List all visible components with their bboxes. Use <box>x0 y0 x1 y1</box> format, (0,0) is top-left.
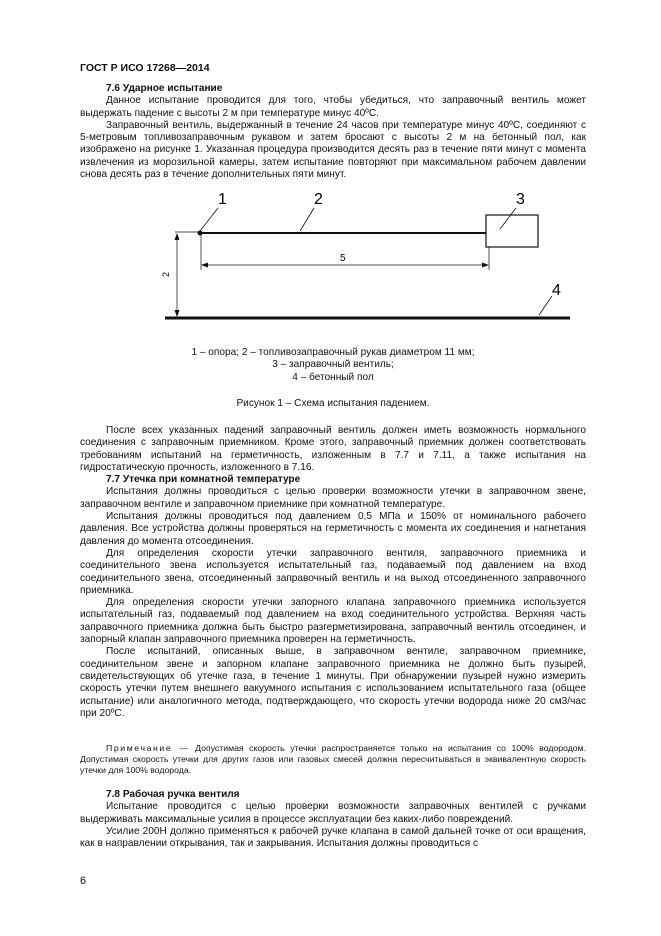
valve-box <box>486 215 538 247</box>
dim-length-label: 5 <box>340 253 346 264</box>
legend-line: 3 – заправочный вентиль; <box>272 359 394 371</box>
section-heading: 7.8 Рабочая ручка вентиля <box>106 789 240 800</box>
paragraph: Испытания должны проводиться под давлением 0,5 МПа и 150% от номинального рабочего давления. Все устройства должны проверяться на герметичность с момента их соединения и нагнетания давления до момента отсоединения. <box>80 511 586 547</box>
drop-test-figure <box>150 188 590 328</box>
section-7-8 <box>80 789 586 850</box>
figure-caption: Рисунок 1 – Схема испытания падением. <box>236 398 430 409</box>
paragraph: Заправочный вентиль, выдержанный в течение 24 часов при температуре минус 40ºС, соединяют с 5-метровым топливозаправочным рукавом и затем бросают с высоты 2 м на бетонный пол, как изображено на рисунке 1. Указанная процедура производится десять раз в течение пяти минут с момента извлечения из морозильной камеры, затем испытание повторяют при максимальном рабочем давлении снова десять раз в течение дополнительных пяти минут. <box>80 119 586 181</box>
label-4: 4 <box>552 282 561 299</box>
paragraph: После всех указанных падений заправочный вентиль должен иметь возможность нормального соединения с заправочным приемником. Кроме этого, заправочный приемник должен соответствовать требованиям испытаний на герметичность, изложенным в 7.7 и 7.11, а также испытания на гидростатическую прочность, изложенного в 7.16. <box>80 425 586 473</box>
paragraph: Испытание проводится с целью проверки возможности заправочных вентилей с ручками выдерживать максимальные усилия в процессе эксплуатации без каких-либо повреждений. <box>80 801 586 825</box>
legend-line: 4 – бетонный пол <box>292 371 374 383</box>
leader-2 <box>300 208 314 231</box>
section-heading: 7.7 Утечка при комнатной температуре <box>106 474 301 486</box>
leader-4 <box>539 296 552 315</box>
document-header: ГОСТ Р ИСО 17268—2014 <box>80 62 210 74</box>
note <box>80 743 586 776</box>
paragraph: Для определения скорости утечки запорного клапана заправочного приемника используется испытательный газ, подаваемый под давлением на вход соединительного устройства. Верхняя часть заправочного приемника должна быть быстро разгерметизирована, заправочный вентиль отсоединен, и запорный клапан заправочного приемника проверен на герметичность. <box>80 597 586 646</box>
leader-1 <box>200 208 218 231</box>
paragraph: Данное испытание проводится для того, чтобы убедиться, что заправочный вентиль может выдержать падение с высоты 2 м при температуре минус 40ºС. <box>80 95 586 119</box>
legend-line: 1 – опора; 2 – топливозаправочный рукав диаметром 11 мм; <box>191 347 475 358</box>
figure-legend <box>80 347 586 384</box>
section-heading: 7.6 Ударное испытание <box>106 83 223 94</box>
section-7-7 <box>80 425 586 720</box>
note-label: Примечание — <box>106 743 190 753</box>
paragraph: Усилие 200Н должно применяться к рабочей ручке клапана в самой дальней точке от оси вращения, как в направлении открывания, так и закрывания. Испытания должны проводиться с <box>80 825 586 850</box>
note-text: Допустимая скорость утечки распространяется только на испытания со 100% водородом. Допустимая скорость утечки для других газов или газовых смесей должна пересчитываться в эквивалентную скорость утечки для 100% водорода. <box>80 743 586 775</box>
leader-3 <box>500 208 516 229</box>
label-1: 1 <box>218 191 227 208</box>
paragraph: Испытания должны проводиться с целью проверки возможности утечки в заправочном звене, заправочном вентиле и заправочном приемнике при комнатной температуре. <box>80 486 586 510</box>
dim-height-label: 2 <box>161 271 171 277</box>
paragraph: Для определения скорости утечки заправочного вентиля, заправочного приемника и соединительного звена используется испытательный газ, подаваемый под давлением на вход соединительного звена, отсоединенный заправочный вентиль и на выход отсоединенного заправочного приемника. <box>80 547 586 596</box>
support-point <box>198 231 203 236</box>
section-7-6 <box>80 83 586 181</box>
paragraph: После испытаний, описанных выше, в заправочном вентиле, заправочном приемнике, соединительном звене и запорном клапане заправочного приемника не должно быть пузырей, свидетельствующих об утечке газа, в течение 1 минуты. При обнаружении пузырей нужно измерить скорость утечки путем внешнего вакуумного испытания с использованием испытательного газа (общее испытание) или аналогичного метода, подтверждающего, что скорость утечки водорода ниже 20 см3/час при 20ºС. <box>80 646 586 719</box>
label-3: 3 <box>516 191 525 208</box>
label-2: 2 <box>314 191 323 208</box>
page-number: 6 <box>80 875 87 887</box>
